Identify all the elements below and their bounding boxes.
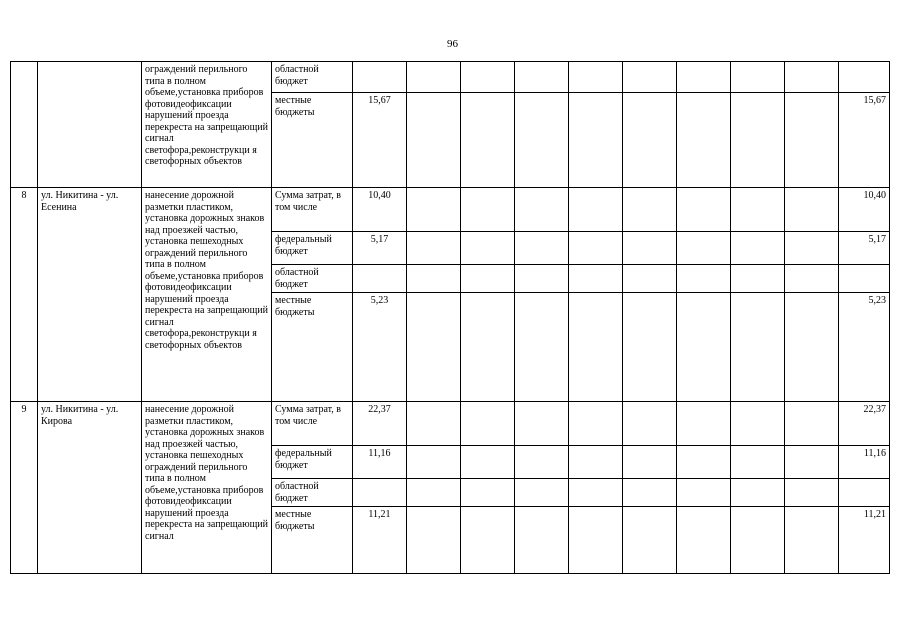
empty-year-cell	[461, 93, 515, 188]
empty-year-cell	[407, 402, 461, 446]
empty-year-cell	[731, 188, 785, 232]
empty-year-cell	[677, 265, 731, 293]
total-cell: 11,21	[839, 507, 890, 574]
empty-year-cell	[785, 402, 839, 446]
empty-year-cell	[623, 293, 677, 402]
total-cell: 10,40	[839, 188, 890, 232]
total-cell: 15,67	[839, 93, 890, 188]
empty-year-cell	[731, 265, 785, 293]
empty-year-cell	[785, 93, 839, 188]
total-cell	[839, 265, 890, 293]
source-label-cell: местные бюджеты	[272, 293, 353, 402]
amount-cell: 15,67	[353, 93, 407, 188]
empty-year-cell	[515, 232, 569, 265]
empty-year-cell	[785, 293, 839, 402]
empty-year-cell	[515, 479, 569, 507]
empty-year-cell	[623, 188, 677, 232]
empty-year-cell	[785, 265, 839, 293]
empty-year-cell	[407, 93, 461, 188]
empty-year-cell	[461, 265, 515, 293]
empty-year-cell	[569, 293, 623, 402]
empty-year-cell	[515, 293, 569, 402]
empty-year-cell	[677, 188, 731, 232]
empty-year-cell	[623, 265, 677, 293]
amount-cell	[353, 62, 407, 93]
empty-year-cell	[515, 93, 569, 188]
total-cell	[839, 62, 890, 93]
empty-year-cell	[407, 265, 461, 293]
empty-year-cell	[407, 232, 461, 265]
total-cell: 11,16	[839, 446, 890, 479]
empty-year-cell	[569, 188, 623, 232]
empty-year-cell	[569, 265, 623, 293]
empty-year-cell	[515, 446, 569, 479]
empty-year-cell	[623, 479, 677, 507]
amount-cell: 22,37	[353, 402, 407, 446]
row-number-cell	[11, 62, 38, 188]
source-label-cell: Сумма затрат, в том числе	[272, 402, 353, 446]
empty-year-cell	[407, 293, 461, 402]
empty-year-cell	[623, 507, 677, 574]
empty-year-cell	[569, 62, 623, 93]
street-cell: ул. Никитина - ул. Есенина	[38, 188, 142, 402]
source-label-cell: федеральный бюджет	[272, 232, 353, 265]
empty-year-cell	[623, 402, 677, 446]
source-label-cell: областной бюджет	[272, 62, 353, 93]
street-cell: ул. Никитина - ул. Кирова	[38, 402, 142, 574]
empty-year-cell	[515, 507, 569, 574]
total-cell: 5,23	[839, 293, 890, 402]
empty-year-cell	[407, 507, 461, 574]
empty-year-cell	[677, 293, 731, 402]
total-cell: 5,17	[839, 232, 890, 265]
empty-year-cell	[785, 188, 839, 232]
empty-year-cell	[677, 507, 731, 574]
page-number: 96	[447, 38, 458, 50]
empty-year-cell	[731, 507, 785, 574]
empty-year-cell	[461, 507, 515, 574]
amount-cell	[353, 265, 407, 293]
empty-year-cell	[407, 479, 461, 507]
empty-year-cell	[623, 62, 677, 93]
empty-year-cell	[569, 479, 623, 507]
source-label-cell: местные бюджеты	[272, 93, 353, 188]
empty-year-cell	[515, 62, 569, 93]
table-row	[11, 62, 890, 93]
source-label-cell: Сумма затрат, в том числе	[272, 188, 353, 232]
amount-cell: 11,21	[353, 507, 407, 574]
source-label-cell: областной бюджет	[272, 479, 353, 507]
empty-year-cell	[677, 402, 731, 446]
source-label-cell: федеральный бюджет	[272, 446, 353, 479]
empty-year-cell	[623, 446, 677, 479]
empty-year-cell	[569, 232, 623, 265]
amount-cell: 11,16	[353, 446, 407, 479]
empty-year-cell	[731, 62, 785, 93]
empty-year-cell	[407, 446, 461, 479]
empty-year-cell	[461, 232, 515, 265]
empty-year-cell	[731, 402, 785, 446]
empty-year-cell	[677, 93, 731, 188]
table-row	[11, 402, 890, 446]
empty-year-cell	[677, 446, 731, 479]
amount-cell: 5,17	[353, 232, 407, 265]
empty-year-cell	[461, 446, 515, 479]
empty-year-cell	[569, 507, 623, 574]
measure-cell: ограждений перильного типа в полном объеме,установка приборов фотовидеофиксации нарушений проезда перекреста на запрещающий сигнал светофора,реконструкци я светофорных объектов	[142, 62, 272, 188]
empty-year-cell	[407, 62, 461, 93]
empty-year-cell	[785, 232, 839, 265]
empty-year-cell	[461, 402, 515, 446]
empty-year-cell	[461, 293, 515, 402]
source-label-cell: местные бюджеты	[272, 507, 353, 574]
empty-year-cell	[785, 507, 839, 574]
source-label-cell: областной бюджет	[272, 265, 353, 293]
total-cell: 22,37	[839, 402, 890, 446]
empty-year-cell	[623, 93, 677, 188]
empty-year-cell	[623, 232, 677, 265]
empty-year-cell	[731, 93, 785, 188]
total-cell	[839, 479, 890, 507]
table-row	[11, 188, 890, 232]
empty-year-cell	[461, 62, 515, 93]
empty-year-cell	[461, 479, 515, 507]
measure-cell: нанесение дорожной разметки пластиком, установка дорожных знаков над проезжей частью, установка пешеходных ограждений перильного типа в полном объеме,установка приборов фотовидеофиксации нарушений проезда перекреста на запрещающий сигнал светофора,реконструкци я светофорных объектов	[142, 188, 272, 402]
empty-year-cell	[731, 293, 785, 402]
empty-year-cell	[677, 232, 731, 265]
empty-year-cell	[731, 446, 785, 479]
empty-year-cell	[677, 62, 731, 93]
empty-year-cell	[407, 188, 461, 232]
empty-year-cell	[461, 188, 515, 232]
empty-year-cell	[785, 446, 839, 479]
empty-year-cell	[515, 265, 569, 293]
empty-year-cell	[785, 479, 839, 507]
empty-year-cell	[731, 479, 785, 507]
amount-cell	[353, 479, 407, 507]
row-number-cell: 9	[11, 402, 38, 574]
empty-year-cell	[677, 479, 731, 507]
amount-cell: 5,23	[353, 293, 407, 402]
empty-year-cell	[785, 62, 839, 93]
empty-year-cell	[515, 188, 569, 232]
empty-year-cell	[731, 232, 785, 265]
empty-year-cell	[569, 446, 623, 479]
empty-year-cell	[515, 402, 569, 446]
row-number-cell: 8	[11, 188, 38, 402]
empty-year-cell	[569, 402, 623, 446]
budget-table	[10, 61, 890, 574]
empty-year-cell	[569, 93, 623, 188]
measure-cell: нанесение дорожной разметки пластиком, установка дорожных знаков над проезжей частью, установка пешеходных ограждений перильного типа в полном объеме,установка приборов фотовидеофиксации нарушений проезда перекреста на запрещающий сигнал	[142, 402, 272, 574]
street-cell	[38, 62, 142, 188]
amount-cell: 10,40	[353, 188, 407, 232]
